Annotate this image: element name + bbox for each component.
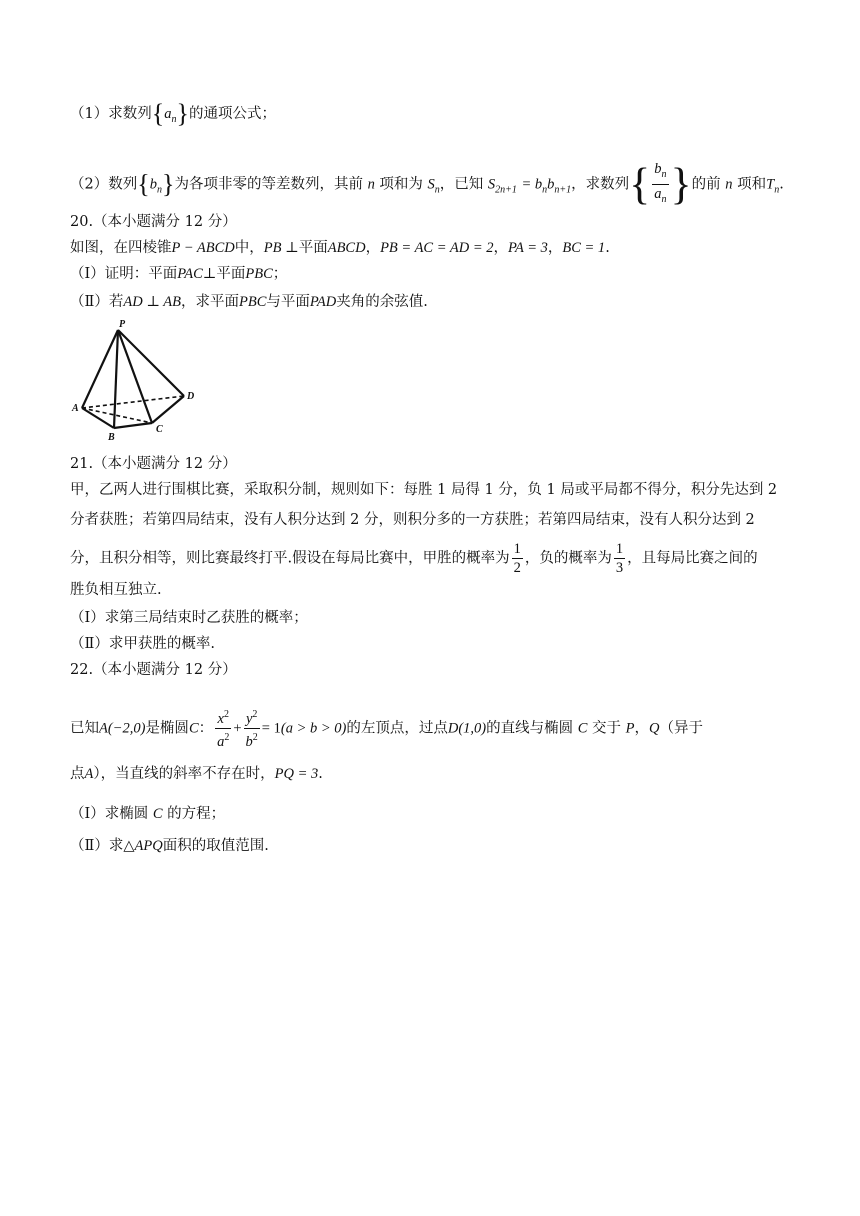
fraction-x2-a2 (215, 706, 231, 751)
q21-line4: 胜负相互独立. (70, 582, 162, 598)
q22-stem-line2 (70, 764, 323, 784)
edge-AD (82, 396, 184, 408)
math: ⊥ (202, 266, 217, 282)
text: 的直线与椭圆 (486, 720, 574, 737)
q21-part1: （I）求第三局结束时乙获胜的概率； (70, 610, 308, 626)
math: A (84, 766, 94, 782)
text: ， (365, 240, 381, 256)
pyramid-edges (82, 330, 184, 428)
seq-b-sub: n (156, 184, 162, 196)
text: 的方程； (167, 806, 226, 822)
math: PBC (239, 294, 267, 310)
math: D(1,0) (447, 720, 487, 737)
edge-PD (118, 330, 184, 396)
q22-header: 22.（本小题满分 12 分） (70, 662, 237, 678)
math: BC = 1 (562, 240, 606, 256)
math: ABCD (327, 240, 366, 256)
math: AD ⊥ AB (123, 294, 182, 310)
fraction-1-3 (614, 540, 625, 577)
math: PBC (245, 266, 273, 282)
edge-PA (82, 330, 118, 408)
q22-part2 (70, 836, 269, 856)
close-brace: } (670, 159, 692, 209)
edge-CD (152, 396, 184, 423)
text: ，已知 (439, 176, 484, 193)
label-A: A (72, 403, 79, 414)
frac-num: 1 (615, 541, 624, 557)
fraction-1-2 (512, 540, 523, 577)
seq-a-sub: n (171, 113, 177, 125)
var-n: n (725, 176, 733, 193)
frac-den: 2 (513, 560, 521, 576)
math: APQ (134, 838, 163, 854)
math: PB = AC = AD = 2 (380, 240, 494, 256)
q20-part1 (70, 264, 287, 284)
eq-left-sub: 2n+1 (495, 184, 517, 196)
math: P (625, 720, 635, 737)
text: （异于 (659, 720, 703, 737)
text: ： (198, 720, 214, 737)
text: 交于 (592, 720, 621, 737)
math: PAC (177, 266, 203, 282)
math: P − ABCD (171, 240, 235, 256)
sup-2: 2 (223, 709, 229, 720)
math: PA = 3 (507, 240, 548, 256)
seq-a: a (164, 106, 172, 122)
q19-part1-label: （1）求数列 (70, 106, 152, 122)
text: 是椭圆 (145, 720, 189, 737)
var-S-sub: n (434, 184, 440, 196)
text: 已知 (70, 720, 99, 737)
text: ，且每局比赛之间的 (627, 550, 758, 567)
math: = 1 (261, 720, 281, 737)
open-brace: { (629, 159, 651, 209)
eq-right-2: b (547, 176, 555, 193)
text: . (605, 240, 610, 256)
text: ， (493, 240, 508, 256)
text: 如图，在四棱锥 (70, 240, 172, 256)
math: C (152, 806, 163, 822)
edge-BC (114, 423, 152, 428)
math: PB ⊥ (263, 240, 299, 256)
text: ， (634, 720, 649, 737)
var-n: n (367, 176, 375, 193)
text: . (318, 766, 323, 782)
q21-line2: 分者获胜；若第四局结束，没有人积分达到 2 分，则积分多的一方获胜；若第四局结束，没有人积分达到 2 (70, 512, 755, 528)
frac-den: a (654, 185, 662, 202)
label-P: P (119, 319, 126, 330)
q19-part2 (70, 160, 784, 209)
math: (a > b > 0) (280, 720, 347, 737)
math: C (577, 720, 588, 737)
q19-part2-label: （2）数列 (70, 176, 138, 193)
label-B: B (108, 432, 115, 443)
math: Q (648, 720, 660, 737)
math: C (188, 720, 199, 737)
math: PAD (309, 294, 337, 310)
frac-den: 3 (615, 560, 624, 576)
text: （I）求椭圆 (70, 806, 149, 822)
q19-part1-rest: 的通项公式； (188, 106, 276, 122)
var-S: S (427, 176, 435, 193)
sup-2: 2 (252, 709, 258, 720)
text: 夹角的余弦值. (336, 294, 428, 310)
text: ，求平面 (181, 294, 240, 310)
q22-stem-line1 (70, 706, 703, 751)
edge-PB (114, 330, 118, 428)
sup-2: 2 (252, 731, 258, 743)
text: ， (547, 240, 563, 256)
q19-part1 (70, 99, 276, 130)
text: 为各项非零的等差数列，其前 (174, 176, 363, 193)
pyramid-figure (66, 316, 201, 446)
text: ，负的概率为 (524, 550, 612, 567)
q20-stem (70, 238, 610, 258)
frac-den: a (217, 733, 225, 750)
var-T-sub: n (774, 184, 780, 196)
frac-num-sub: n (661, 168, 667, 180)
open-brace: { (151, 99, 165, 128)
text: 项和为 (379, 176, 423, 193)
frac-num: y (245, 710, 253, 727)
text: （Ⅱ）求△ (70, 838, 135, 854)
close-brace: } (161, 169, 175, 199)
text: 平面 (216, 266, 246, 282)
text: 面积的取值范围. (162, 838, 269, 854)
plus: + (233, 720, 242, 737)
text: 与平面 (266, 294, 310, 310)
eq-right-2-sub: n+1 (554, 184, 572, 196)
seq-b: b (149, 176, 157, 193)
text: 中， (234, 240, 264, 256)
q21-part2: （Ⅱ）求甲获胜的概率. (70, 636, 215, 652)
fraction-bn-an (652, 160, 668, 209)
fraction-y2-b2 (244, 706, 260, 751)
q21-line1: 甲，乙两人进行围棋比赛，采取积分制，规则如下：每胜 1 局得 1 分，负 1 局或平局都不得分，积分先达到 2 (70, 482, 778, 498)
text: 的前 (691, 176, 721, 193)
text: （I）证明：平面 (70, 266, 178, 282)
eq-right-1: = b (521, 176, 543, 193)
frac-num: 1 (513, 541, 521, 557)
q22-part1 (70, 804, 225, 824)
text: 平面 (298, 240, 328, 256)
close-brace: } (176, 99, 189, 128)
frac-den-sub: n (661, 193, 667, 205)
frac-den: b (245, 733, 253, 750)
text: 点 (70, 766, 85, 782)
text: （Ⅱ）若 (70, 294, 124, 310)
sup-2: 2 (224, 731, 230, 743)
text: ； (272, 266, 288, 282)
text: ），当直线的斜率不存在时， (93, 766, 275, 782)
frac-num: b (654, 161, 662, 177)
text: ，求数列 (571, 176, 630, 193)
label-C: C (156, 424, 163, 435)
text: 项和 (737, 176, 767, 193)
q21-line3 (70, 540, 758, 577)
text: 的左顶点，过点 (346, 720, 448, 737)
math: PQ = 3 (274, 766, 319, 782)
text: 分，且积分相等，则比赛最终打平.假设在每局比赛中，甲胜的概率为 (70, 550, 510, 567)
text: . (779, 176, 784, 193)
eq-right-1-sub: n (542, 184, 548, 196)
math: A(−2,0) (99, 720, 146, 737)
eq-left: S (487, 176, 496, 193)
label-D: D (187, 391, 195, 402)
q20-header: 20.（本小题满分 12 分） (70, 214, 237, 230)
var-T: T (766, 176, 775, 193)
q20-part2 (70, 292, 428, 312)
edge-PC (118, 330, 152, 423)
open-brace: { (137, 169, 150, 199)
q21-header: 21.（本小题满分 12 分） (70, 456, 237, 472)
frac-num: x (217, 710, 224, 727)
